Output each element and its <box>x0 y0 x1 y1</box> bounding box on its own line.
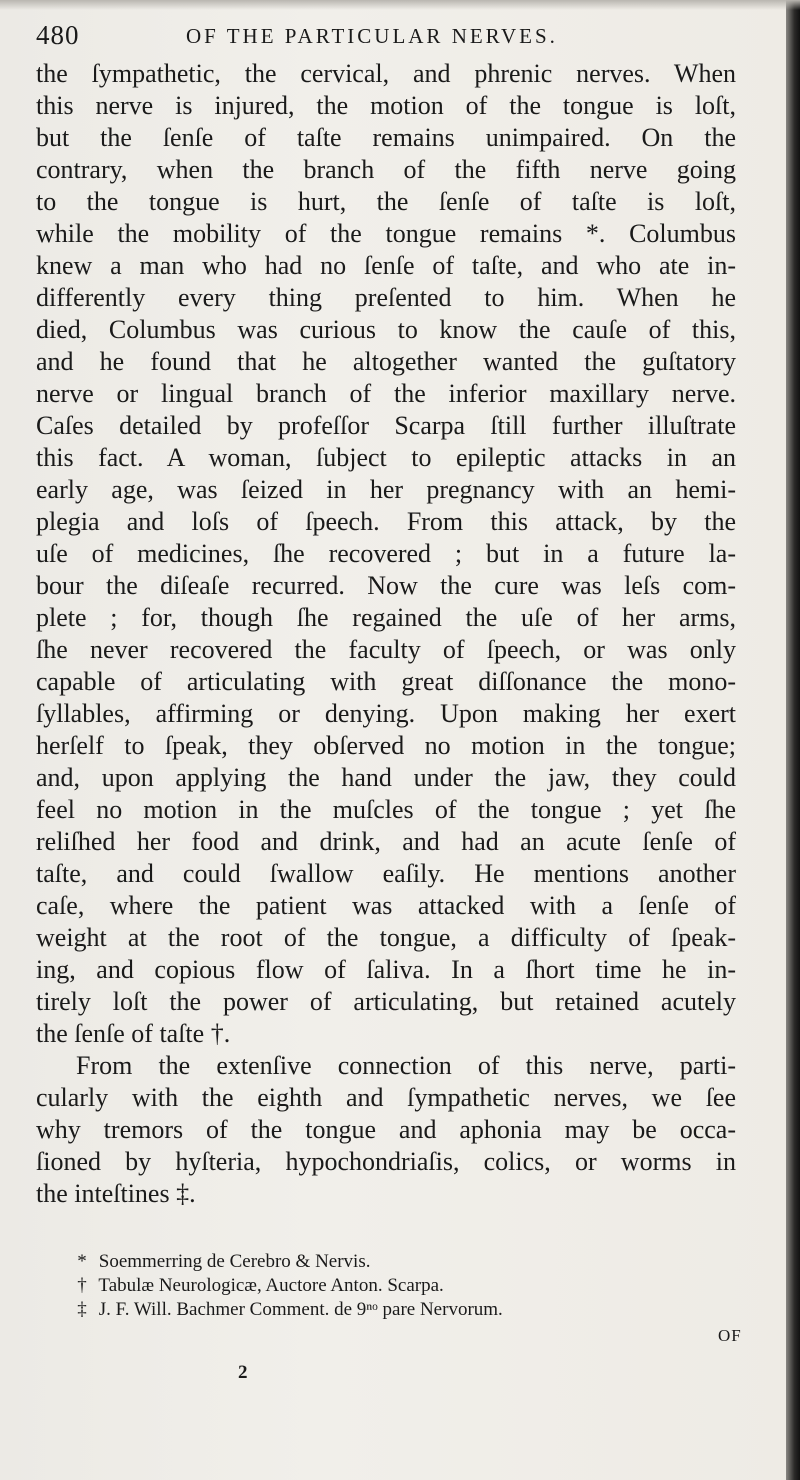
book-spine-shadow <box>786 0 800 1480</box>
text-line: tirely loſt the power of articulating, but retained acutely <box>36 987 736 1016</box>
footnote-text: J. F. Will. Bachmer Comment. de 9ⁿᵒ pare Nervorum. <box>98 1299 503 1320</box>
text-line: ing, and copious flow of ſaliva. In a ſhort time he in- <box>36 955 736 984</box>
text-line: and he found that he altogether wanted the guſtatory <box>36 347 736 376</box>
text-line: ſhe never recovered the faculty of ſpeech, or was only <box>36 635 736 664</box>
footnotes <box>70 1250 710 1322</box>
text-line: feel no motion in the muſcles of the tongue ; yet ſhe <box>36 795 736 824</box>
footnote-text: Tabulæ Neurologicæ, Auctore Anton. Scarpa. <box>98 1275 444 1296</box>
text-line: the inteſtines ‡. <box>36 1179 196 1208</box>
text-line: and, upon applying the hand under the jaw, they could <box>36 763 736 792</box>
footnote-mark: * <box>77 1251 87 1272</box>
text-line: died, Columbus was curious to know the cauſe of this, <box>36 315 736 344</box>
text-line: taſte, and could ſwallow eaſily. He mentions another <box>36 859 736 888</box>
text-line: early age, was ſeized in her pregnancy with an hemi- <box>36 475 736 504</box>
catchword: OF <box>718 1326 742 1345</box>
text-line: cularly with the eighth and ſympathetic nerves, we ſee <box>36 1083 736 1112</box>
text-line: knew a man who had no ſenſe of taſte, and who ate in- <box>36 251 736 280</box>
page-top-shadow <box>0 0 800 10</box>
text-line: but the ſenſe of taſte remains unimpaired. On the <box>36 123 736 152</box>
text-line: this fact. A woman, ſubject to epileptic attacks in an <box>36 443 736 472</box>
text-line: Caſes detailed by profeſſor Scarpa ſtill further illuſtrate <box>36 411 736 440</box>
text-line: this nerve is injured, the motion of the tongue is loſt, <box>36 91 736 120</box>
text-line: reliſhed her food and drink, and had an acute ſenſe of <box>36 827 736 856</box>
text-line: plegia and loſs of ſpeech. From this attack, by the <box>36 507 736 536</box>
text-line: uſe of medicines, ſhe recovered ; but in a future la- <box>36 539 736 568</box>
footnote-text: Soemmerring de Cerebro & Nervis. <box>98 1251 371 1272</box>
page-header <box>36 20 736 50</box>
paragraph-first-line: From the extenſive connection of this nerve, parti- <box>76 1051 736 1080</box>
text-line: to the tongue is hurt, the ſenſe of taſte is loſt, <box>36 187 736 216</box>
text-line: plete ; for, though ſhe regained the uſe of her arms, <box>36 603 736 632</box>
text-line: ſyllables, affirming or denying. Upon making her exert <box>36 699 736 728</box>
text-line: ſioned by hyſteria, hypochondriaſis, colics, or worms in <box>36 1147 736 1176</box>
body-text <box>36 58 736 1210</box>
text-line: weight at the root of the tongue, a difficulty of ſpeak- <box>36 923 736 952</box>
text-line: differently every thing preſented to him. When he <box>36 283 736 312</box>
text-line: contrary, when the branch of the fifth nerve going <box>36 155 736 184</box>
text-line: capable of articulating with great diſſonance the mono- <box>36 667 736 696</box>
text-line: the ſympathetic, the cervical, and phrenic nerves. When <box>36 59 736 88</box>
footnote <box>70 1274 710 1298</box>
text-line: the ſenſe of taſte †. <box>36 1019 231 1048</box>
footnote-mark: † <box>77 1275 87 1296</box>
footnote-mark: ‡ <box>77 1299 87 1320</box>
text-line: bour the diſeaſe recurred. Now the cure was leſs com- <box>36 571 736 600</box>
signature-mark: 2 <box>238 1362 248 1383</box>
text-line: nerve or lingual branch of the inferior maxillary nerve. <box>36 379 736 408</box>
text-line: while the mobility of the tongue remains *. Columbus <box>36 219 736 248</box>
text-line: herſelf to ſpeak, they obſerved no motion in the tongue; <box>36 731 736 760</box>
footnote <box>70 1298 710 1322</box>
text-line: why tremors of the tongue and aphonia may be occa- <box>36 1115 736 1144</box>
running-head: OF THE PARTICULAR NERVES. <box>186 24 558 48</box>
footnote <box>70 1250 710 1274</box>
text-line: caſe, where the patient was attacked with a ſenſe of <box>36 891 736 920</box>
page-number: 480 <box>36 20 80 50</box>
